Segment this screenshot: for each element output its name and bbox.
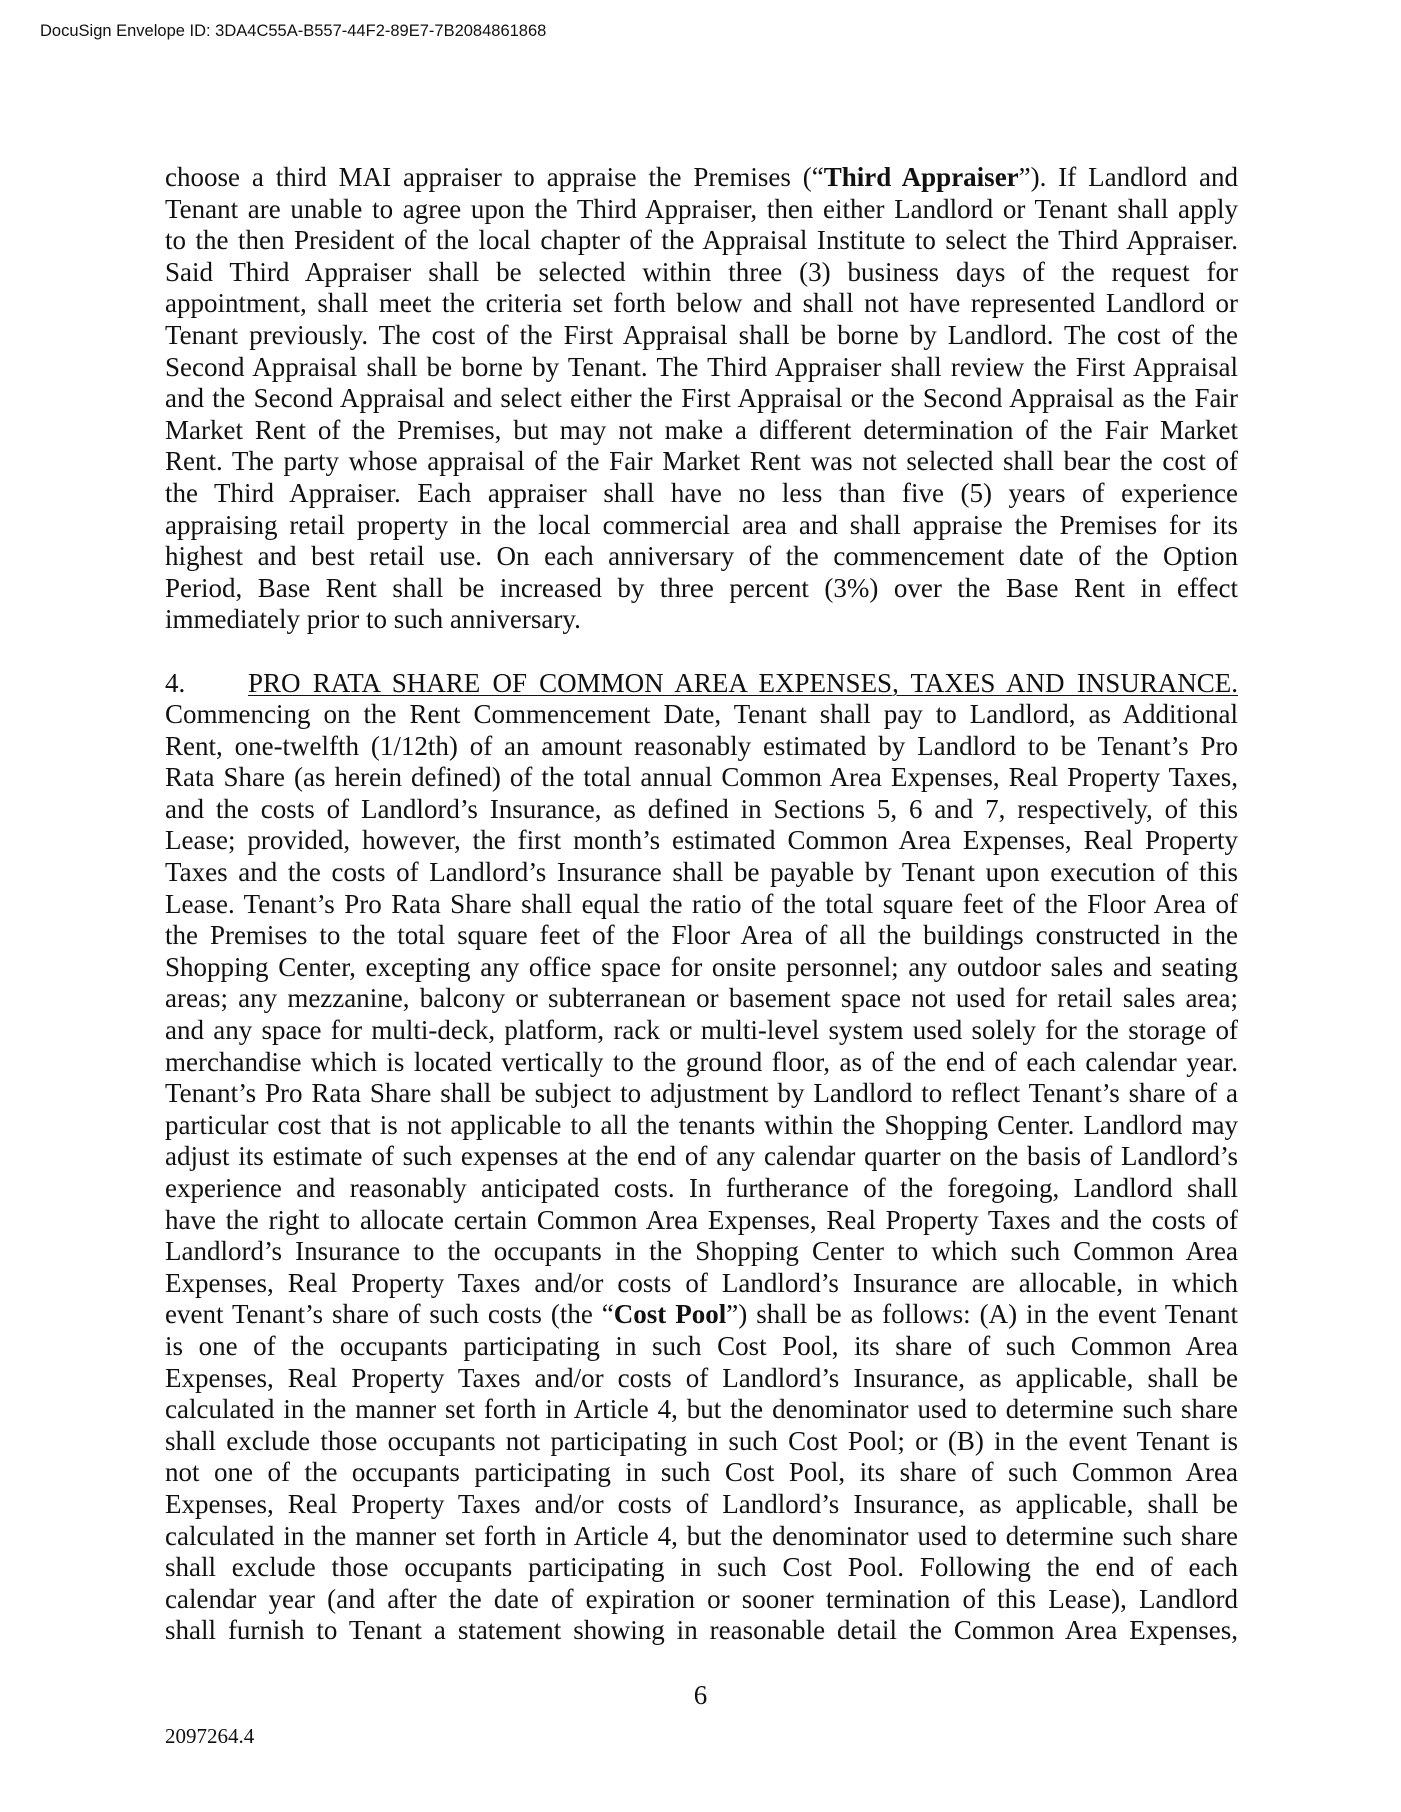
- text-line: Rent, one-twelfth (1/12th) of an amount reasonably estimated by Landlord to be Tenant’s Pro: [165, 730, 1238, 761]
- text-line: and any space for multi-deck, platform, rack or multi-level system used solely for the storage of: [165, 1015, 1238, 1046]
- text-line: adjust its estimate of such expenses at the end of any calendar quarter on the basis of Landlord’s: [165, 1141, 1238, 1172]
- text-line: Tenant’s Pro Rata Share shall be subject to adjustment by Landlord to reflect Tenant’s share of a: [165, 1078, 1238, 1109]
- text-line: not one of the occupants participating in such Cost Pool, its share of such Common Area: [165, 1457, 1238, 1488]
- text-line: appointment, shall meet the criteria set forth below and shall not have represented Landlord or: [165, 288, 1238, 319]
- text-line: immediately prior to such anniversary.: [165, 604, 581, 635]
- text-line: Rent. The party whose appraisal of the Fair Market Rent was not selected shall bear the cost of: [165, 446, 1238, 477]
- text-line: have the right to allocate certain Common Area Expenses, Real Property Taxes and the costs of: [165, 1204, 1238, 1235]
- text-line: and the costs of Landlord’s Insurance, as defined in Sections 5, 6 and 7, respectively, of this: [165, 793, 1238, 824]
- text-fragment: event Tenant’s share of such costs (the “: [165, 1299, 614, 1330]
- text-line: Expenses, Real Property Taxes and/or costs of Landlord’s Insurance, as applicable, shall be: [165, 1488, 1238, 1519]
- text-line: merchandise which is located vertically to the ground floor, as of the end of each calendar year.: [165, 1046, 1238, 1077]
- text-line: highest and best retail use. On each anniversary of the commencement date of the Option: [165, 541, 1238, 572]
- defined-term: Cost Pool: [613, 1299, 727, 1330]
- text-line: experience and reasonably anticipated costs. In furtherance of the foregoing, Landlord shall: [165, 1173, 1238, 1203]
- text-fragment: ”) shall be as follows: (A) in the event Tenant: [726, 1299, 1238, 1330]
- text-line: appraising retail property in the local commercial area and shall appraise the Premises for its: [165, 509, 1238, 540]
- text-line: shall exclude those occupants not participating in such Cost Pool; or (B) in the event Tenant is: [165, 1425, 1238, 1456]
- text-line: particular cost that is not applicable to all the tenants within the Shopping Center. Landlord may: [165, 1109, 1238, 1140]
- section-heading: [165, 668, 1238, 700]
- defined-term: Third Appraiser: [823, 162, 1019, 192]
- text-line: Taxes and the costs of Landlord’s Insurance shall be payable by Tenant upon execution of this: [165, 857, 1238, 888]
- text-line: Lease. Tenant’s Pro Rata Share shall equal the ratio of the total square feet of the Floor Area of: [165, 888, 1238, 919]
- text-line: [165, 162, 1238, 194]
- page-number: 6: [693, 1680, 708, 1710]
- text-line: calculated in the manner set forth in Article 4, but the denominator used to determine such share: [165, 1520, 1238, 1551]
- text-fragment: ”). If Landlord and: [1018, 162, 1238, 192]
- text-line: the Premises to the total square feet of the Floor Area of all the buildings constructed in the: [165, 920, 1238, 951]
- text-fragment: choose a third MAI appraiser to appraise the Premises (“: [165, 162, 824, 192]
- text-line: Lease; provided, however, the first month’s estimated Common Area Expenses, Real Property: [165, 825, 1238, 856]
- text-line: shall furnish to Tenant a statement showing in reasonable detail the Common Area Expenses,: [165, 1615, 1238, 1646]
- paragraph-pro-rata-share: [165, 699, 1238, 1647]
- text-line: Rata Share (as herein defined) of the total annual Common Area Expenses, Real Property Taxes,: [165, 762, 1238, 793]
- text-line: Period, Base Rent shall be increased by three percent (3%) over the Base Rent in effect: [165, 572, 1238, 603]
- text-line: Tenant previously. The cost of the First Appraisal shall be borne by Landlord. The cost of the: [165, 319, 1238, 350]
- text-line: Commencing on the Rent Commencement Date, Tenant shall pay to Landlord, as Additional: [165, 699, 1238, 730]
- paragraph-appraisal: [165, 162, 1238, 636]
- text-line: Shopping Center, excepting any office space for onsite personnel; any outdoor sales and seating: [165, 951, 1238, 982]
- text-line: Expenses, Real Property Taxes and/or costs of Landlord’s Insurance, as applicable, shall be: [165, 1362, 1238, 1393]
- text-line: shall exclude those occupants participating in such Cost Pool. Following the end of each: [165, 1552, 1238, 1583]
- text-line: and the Second Appraisal and select either the First Appraisal or the Second Appraisal as the Fair: [165, 383, 1238, 414]
- docusign-envelope-id: DocuSign Envelope ID: 3DA4C55A-B557-44F2-89E7-7B2084861868: [40, 22, 547, 40]
- section-number: 4.: [165, 667, 186, 698]
- text-line: the Third Appraiser. Each appraiser shall have no less than five (5) years of experience: [165, 477, 1238, 508]
- text-line: is one of the occupants participating in such Cost Pool, its share of such Common Area: [165, 1330, 1238, 1361]
- text-line: Landlord’s Insurance to the occupants in the Shopping Center to which such Common Area: [165, 1236, 1238, 1267]
- paragraph-gap: [165, 636, 1238, 668]
- text-line: Said Third Appraiser shall be selected within three (3) business days of the request for: [165, 256, 1238, 287]
- document-number: 2097264.4: [165, 1724, 255, 1748]
- text-line: to the then President of the local chapter of the Appraisal Institute to select the Third Appraiser.: [165, 225, 1238, 256]
- text-line: Market Rent of the Premises, but may not make a different determination of the Fair Market: [165, 414, 1238, 445]
- section-title: PRO RATA SHARE OF COMMON AREA EXPENSES, TAXES AND INSURANCE.: [248, 667, 1238, 698]
- text-line: Second Appraisal shall be borne by Tenant. The Third Appraiser shall review the First Appraisal: [165, 351, 1238, 382]
- text-line: calculated in the manner set forth in Article 4, but the denominator used to determine such share: [165, 1394, 1238, 1425]
- text-line: Expenses, Real Property Taxes and/or costs of Landlord’s Insurance are allocable, in which: [165, 1267, 1238, 1298]
- text-line: areas; any mezzanine, balcony or subterranean or basement space not used for retail sales area;: [165, 983, 1238, 1014]
- text-line: [165, 1299, 1238, 1331]
- text-line: calendar year (and after the date of expiration or sooner termination of this Lease), Landlord: [165, 1583, 1238, 1614]
- text-line: Tenant are unable to agree upon the Third Appraiser, then either Landlord or Tenant shall apply: [165, 193, 1238, 224]
- document-body: [165, 162, 1238, 1647]
